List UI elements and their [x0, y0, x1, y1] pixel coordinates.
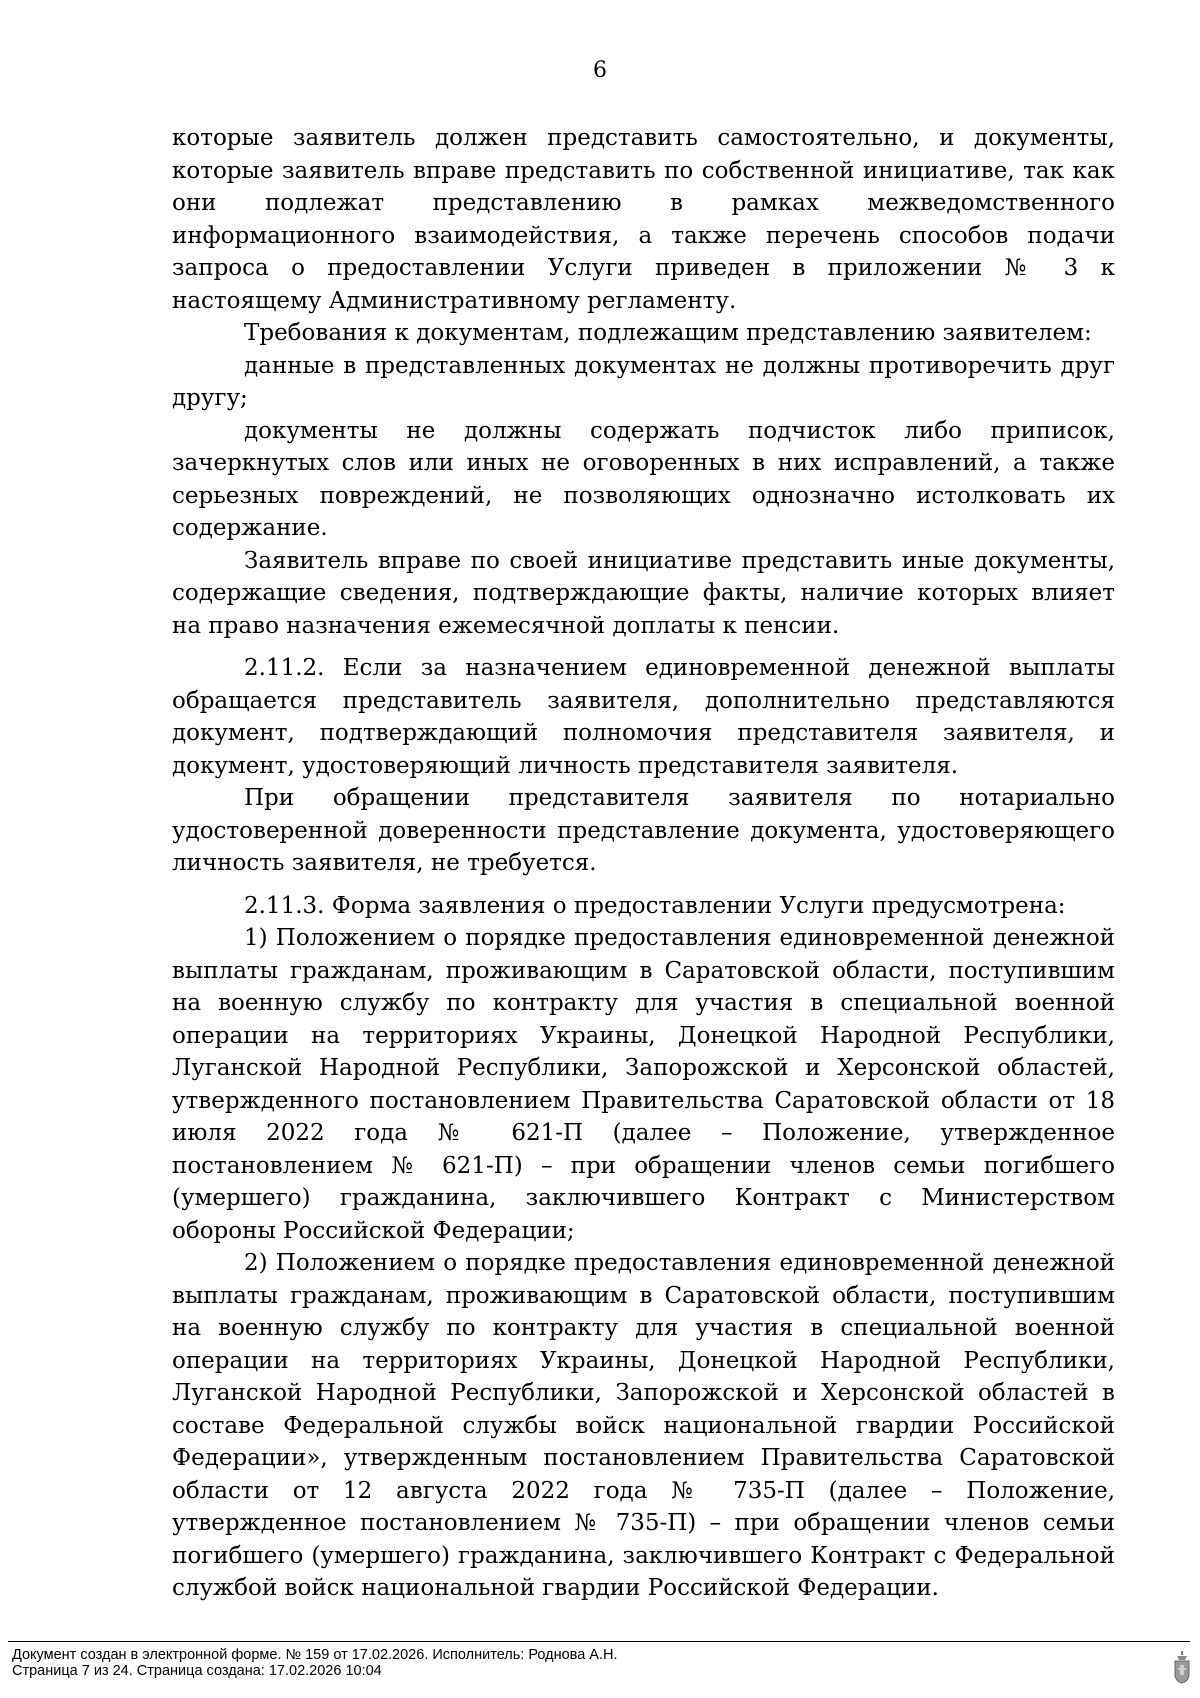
- paragraph: 2) Положением о порядке предоставления единовременной денежной выплаты гражданам, проживающим в Саратовской области, поступившим на военную службу по контракту для участия в специальной военной операции на территориях Украины, Донецкой Народной Республики, Луганской Народной Республики, Запорожской и Херсонской областей в составе Федеральной службы войск национальной гвардии Российской Федерации», утвержденным постановлением Правительства Саратовской области от 12 августа 2022 года № 735-П (далее – Положение, утвержденное постановлением № 735-П) – при обращении членов семьи погибшего (умершего) гражданина, заключившего Контракт с Федеральной службой войск национальной гвардии Российской Федерации.: [172, 1250, 1115, 1601]
- document-body: [172, 122, 1115, 1605]
- paragraph: данные в представленных документах не должны противоречить друг другу;: [172, 352, 1115, 411]
- paragraph: которые заявитель должен представить самостоятельно, и документы, которые заявитель вправе представить по собственной инициативе, так как они подлежат представлению в рамках межведомственного информационного взаимодействия, а также перечень способов подачи запроса о предоставлении Услуги приведен в приложении № 3 к настоящему Административному регламенту.: [172, 125, 1115, 314]
- paragraph: документы не должны содержать подчисток либо приписок, зачеркнутых слов или иных не оговоренных в них исправлений, а также серьезных повреждений, не позволяющих однозначно истолковать их содержание.: [172, 417, 1115, 541]
- document-footer: [12, 1647, 618, 1679]
- paragraph: 2.11.2. Если за назначением единовременной денежной выплаты обращается представитель заявителя, дополнительно представляются документ, подтверждающий полномочия представителя заявителя, и документ, удостоверяющий личность представителя заявителя.: [172, 655, 1115, 779]
- footer-line-page-info: Страница 7 из 24. Страница создана: 17.02.2026 10:04: [12, 1663, 382, 1679]
- footer-divider: [8, 1641, 1190, 1642]
- page-number: 6: [593, 58, 607, 83]
- footer-line-document-info: Документ создан в электронной форме. № 159 от 17.02.2026. Исполнитель: Роднова А.Н.: [12, 1647, 618, 1663]
- paragraph: Заявитель вправе по своей инициативе представить иные документы, содержащие сведения, подтверждающие факты, наличие которых влияет на право назначения ежемесячной доплаты к пенсии.: [172, 547, 1115, 639]
- paragraph: Требования к документам, подлежащим представлению заявителем:: [244, 320, 1092, 346]
- paragraph: 1) Положением о порядке предоставления единовременной денежной выплаты гражданам, проживающим в Саратовской области, поступившим на военную службу по контракту для участия в специальной военной операции на территориях Украины, Донецкой Народной Республики, Луганской Народной Республики, Запорожской и Херсонской областей, утвержденного постановлением Правительства Саратовской области от 18 июля 2022 года № 621-П (далее – Положение, утвержденное постановлением № 621-П) – при обращении членов семьи погибшего (умершего) гражданина, заключившего Контракт с Министерством обороны Российской Федерации;: [172, 925, 1115, 1244]
- paragraph: При обращении представителя заявителя по нотариально удостоверенной доверенности представление документа, удостоверяющего личность заявителя, не требуется.: [172, 785, 1115, 876]
- paragraph: 2.11.3. Форма заявления о предоставлении Услуги предусмотрена:: [244, 892, 1066, 919]
- coat-of-arms-icon: [1172, 1650, 1192, 1684]
